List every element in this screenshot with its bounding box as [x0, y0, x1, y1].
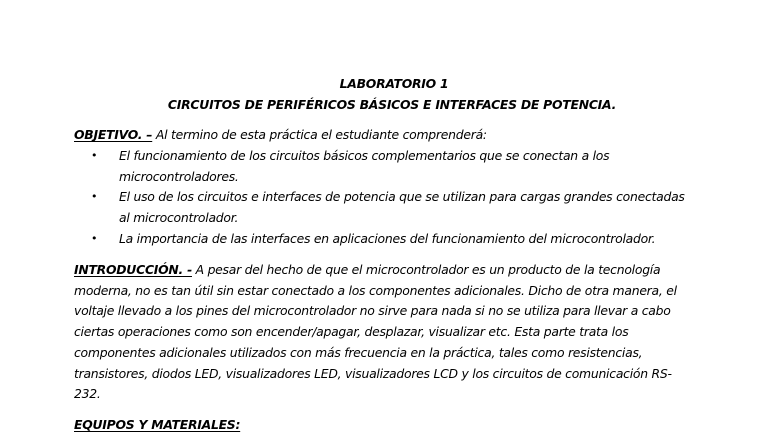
lab-subtitle: CIRCUITOS DE PERIFÉRICOS BÁSICOS E INTERFACES DE POTENCIA.	[167, 97, 617, 112]
intro-line	[74, 260, 714, 281]
intro-line: ciertas operaciones como son encender/apagar, desplazar, visualizar etc. Esta parte trata los	[74, 324, 629, 340]
intro-line: moderna, no es tan útil sin estar conectado a los componentes adicionales. Dicho de otra manera, el	[74, 282, 677, 298]
objetivo-bullet-list	[74, 146, 685, 250]
introduccion-heading: INTRODUCCIÓN. -	[74, 262, 192, 277]
intro-line: voltaje llevado a los pines del microcontrolador no sirve para nada si no se utiliza para llevar a cabo	[74, 303, 671, 319]
bullet-icon: •	[91, 231, 98, 245]
lab-title: LABORATORIO 1	[339, 76, 449, 91]
bullet-line: El funcionamiento de los circuitos básicos complementarios que se conectan a los	[119, 148, 610, 163]
equipos-heading: EQUIPOS Y MATERIALES:	[74, 417, 241, 432]
intro-line: componentes adicionales utilizados con más frecuencia en la práctica, tales como resistencias,	[74, 344, 643, 360]
bullet-line: microcontroladores.	[119, 168, 239, 184]
list-item	[74, 229, 685, 250]
list-item	[74, 187, 685, 228]
objetivo-paragraph	[74, 125, 714, 146]
bullet-icon: •	[91, 190, 98, 204]
bullet-icon: •	[91, 149, 98, 162]
intro-text: A pesar del hecho de que el microcontrolador es un producto de la tecnología	[191, 262, 661, 277]
intro-line: transistores, diodos LED, visualizadores LED, visualizadores LCD y los circuitos de comunicación RS-	[74, 365, 672, 381]
bullet-line: al microcontrolador.	[119, 210, 239, 226]
objetivo-heading: OBJETIVO. –	[74, 127, 153, 142]
equipos-heading-block	[74, 415, 714, 436]
introduccion-paragraph	[74, 260, 714, 405]
bullet-line: El uso de los circuitos e interfaces de potencia que se utilizan para cargas grandes conectadas	[119, 189, 685, 205]
list-item	[74, 146, 685, 187]
bullet-line: La importancia de las interfaces en aplicaciones del funcionamiento del microcontrolador.	[119, 230, 656, 246]
intro-line: 232.	[74, 386, 101, 402]
objetivo-text: Al termino de esta práctica el estudiante comprenderá:	[152, 127, 487, 142]
